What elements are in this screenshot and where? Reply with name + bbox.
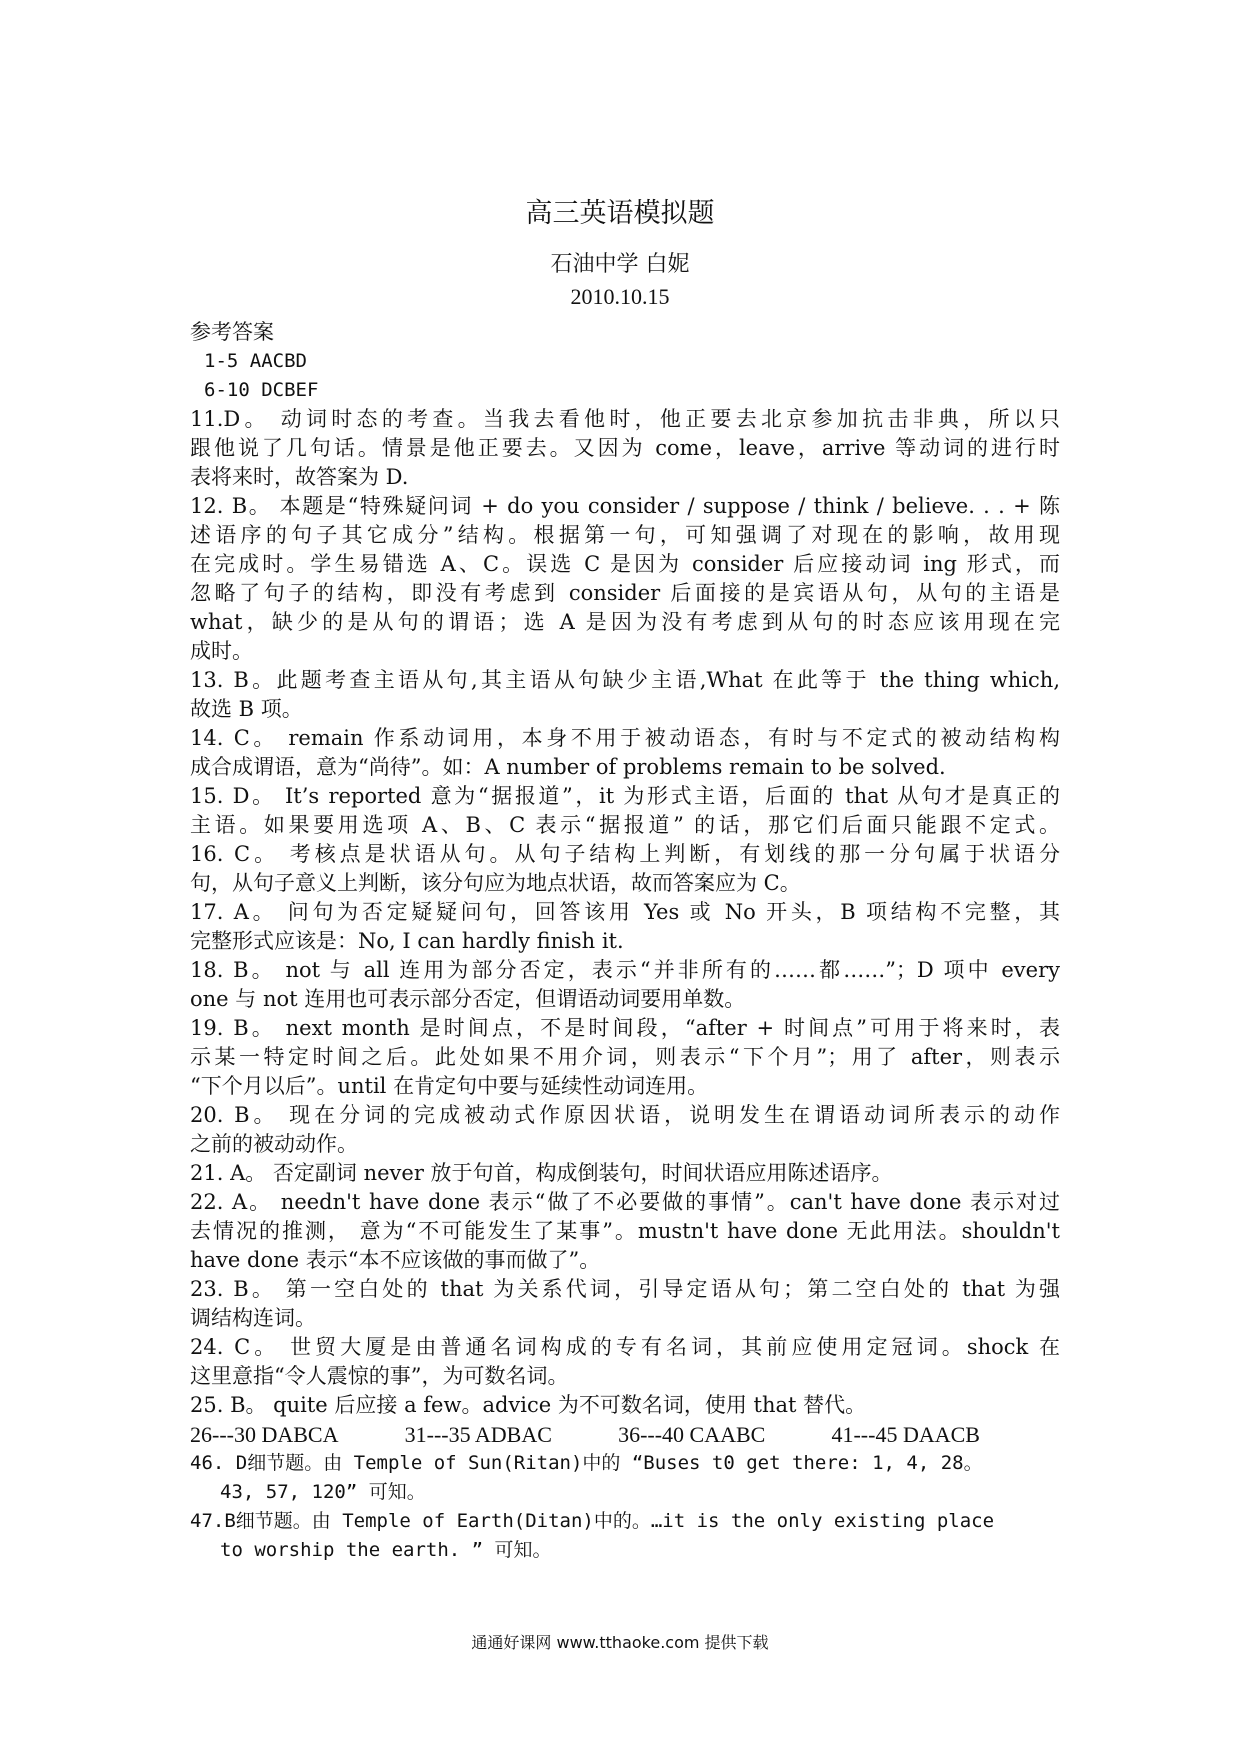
answer-line: 19. B。 next month 是时间点，不是时间段，“after + 时间点”可用于将来时，表 [190, 1016, 1060, 1040]
answer-line: 43, 57, 120” 可知。 [220, 1481, 426, 1503]
document-author: 石油中学 白妮 [550, 252, 690, 277]
answer-group: 36---40 CAABC [618, 1422, 766, 1447]
answer-line: have done 表示“本不应该做的事而做了”。 [190, 1248, 601, 1272]
answer-line: “下个月以后”。until 在肯定句中要与延续性动词连用。 [190, 1074, 709, 1098]
answer-line: 14. C。 remain 作系动词用，本身不用于被动语态，有时与不定式的被动结构构 [190, 726, 1060, 750]
answer-line: 12. B。 本题是“特殊疑问词 + do you consider / suppose / think / believe. . . + 陈 [190, 494, 1060, 518]
answer-line: one 与 not 连用也可表示部分否定，但谓语动词要用单数。 [190, 987, 746, 1011]
answer-line: 20. B。 现在分词的完成被动式作原因状语，说明发生在谓语动词所表示的动作 [190, 1103, 1060, 1127]
answer-line: 完整形式应该是：No, I can hardly finish it. [190, 929, 624, 953]
answer-line: 示某一特定时间之后。此处如果不用介词，则表示“下个月”；用了 after，则表示 [190, 1045, 1060, 1069]
answer-line: 23. B。 第一空白处的 that 为关系代词，引导定语从句；第二空白处的 that 为强 [190, 1277, 1060, 1301]
answer-line: 主语。如果要用选项 A、B、C 表示“据报道” 的话，那它们后面只能跟不定式。 [190, 813, 1060, 837]
answer-line: 故选 B 项。 [190, 697, 303, 721]
answer-line: 忽略了句子的结构，即没有考虑到 consider 后面接的是宾语从句，从句的主语是 [190, 581, 1060, 605]
answer-line: 调结构连词。 [190, 1306, 316, 1330]
answer-line: 6-10 DCBEF [204, 379, 319, 401]
section-label: 参考答案 [190, 320, 274, 344]
document-title: 高三英语模拟题 [525, 198, 715, 229]
answer-line: 在完成时。学生易错选 A、C。误选 C 是因为 consider 后应接动词 ing 形式，而 [190, 552, 1060, 576]
answer-line: 24. C。 世贸大厦是由普通名词构成的专有名词，其前应使用定冠词。shock 在 [190, 1335, 1060, 1359]
answer-line: 22. A。 needn't have done 表示“做了不必要做的事情”。can't have done 表示对过 [190, 1190, 1060, 1214]
answer-line: 述语序的句子其它成分”结构。根据第一句，可知强调了对现在的影响，故用现 [190, 523, 1060, 547]
answer-line: 跟他说了几句话。情景是他正要去。又因为 come，leave，arrive 等动词的进行时 [190, 436, 1060, 460]
answer-line: 表将来时，故答案为 D. [190, 465, 409, 489]
answer-line: 25. B。 quite 后应接 a few。advice 为不可数名词，使用 that 替代。 [190, 1393, 867, 1417]
answer-line: 47.B细节题。由 Temple of Earth(Ditan)中的。…it is the only existing place [190, 1510, 995, 1532]
answer-line: 11.D。 动词时态的考查。当我去看他时，他正要去北京参加抗击非典，所以只 [190, 407, 1060, 431]
answer-line: 21. A。 否定副词 never 放于句首，构成倒装句，时间状语应用陈述语序。 [190, 1161, 893, 1185]
answer-line: 18. B。 not 与 all 连用为部分否定，表示“并非所有的……都……”；D 项中 every [190, 958, 1060, 982]
answer-line: 13. B。此题考查主语从句,其主语从句缺少主语,What 在此等于 the thing which, [190, 668, 1060, 692]
answer-group: 26---30 DABCA [190, 1422, 339, 1447]
answer-groups-row [190, 1420, 980, 1449]
answer-line: 成时。 [190, 639, 253, 663]
answer-line: what，缺少的是从句的谓语；选 A 是因为没有考虑到从句的时态应该用现在完 [190, 610, 1060, 634]
document-date: 2010.10.15 [570, 284, 670, 309]
answer-group: 41---45 DAACB [831, 1422, 980, 1447]
answer-line: 16. C。 考核点是状语从句。从句子结构上判断，有划线的那一分句属于状语分 [190, 842, 1060, 866]
answer-line: 15. D。 It’s reported 意为“据报道”，it 为形式主语，后面的 that 从句才是真正的 [190, 784, 1060, 808]
answer-line: 去情况的推测， 意为“不可能发生了某事”。mustn't have done 无此用法。shouldn't [190, 1219, 1060, 1243]
answer-line: 成合成谓语，意为“尚待”。如：A number of problems remain to be solved. [190, 755, 946, 779]
answer-line: 句，从句子意义上判断，该分句应为地点状语，故而答案应为 C。 [190, 871, 801, 895]
answer-line: 之前的被动动作。 [190, 1132, 358, 1156]
answer-line: 17. A。 问句为否定疑疑问句，回答该用 Yes 或 No 开头，B 项结构不完整，其 [190, 900, 1060, 924]
answer-group: 31---35 ADBAC [404, 1422, 552, 1447]
answer-line: 1-5 AACBD [204, 350, 307, 372]
answer-key-body [190, 318, 1060, 1565]
download-footer: 通通好课网 www.tthaoke.com 提供下载 [471, 1633, 769, 1652]
answer-line: to worship the earth. ” 可知。 [220, 1539, 552, 1561]
answer-line: 46. D细节题。由 Temple of Sun(Ritan)中的 “Buses t0 get there: 1, 4, 28。 [190, 1452, 983, 1474]
answer-line: 这里意指“令人震惊的事”，为可数名词。 [190, 1364, 569, 1388]
